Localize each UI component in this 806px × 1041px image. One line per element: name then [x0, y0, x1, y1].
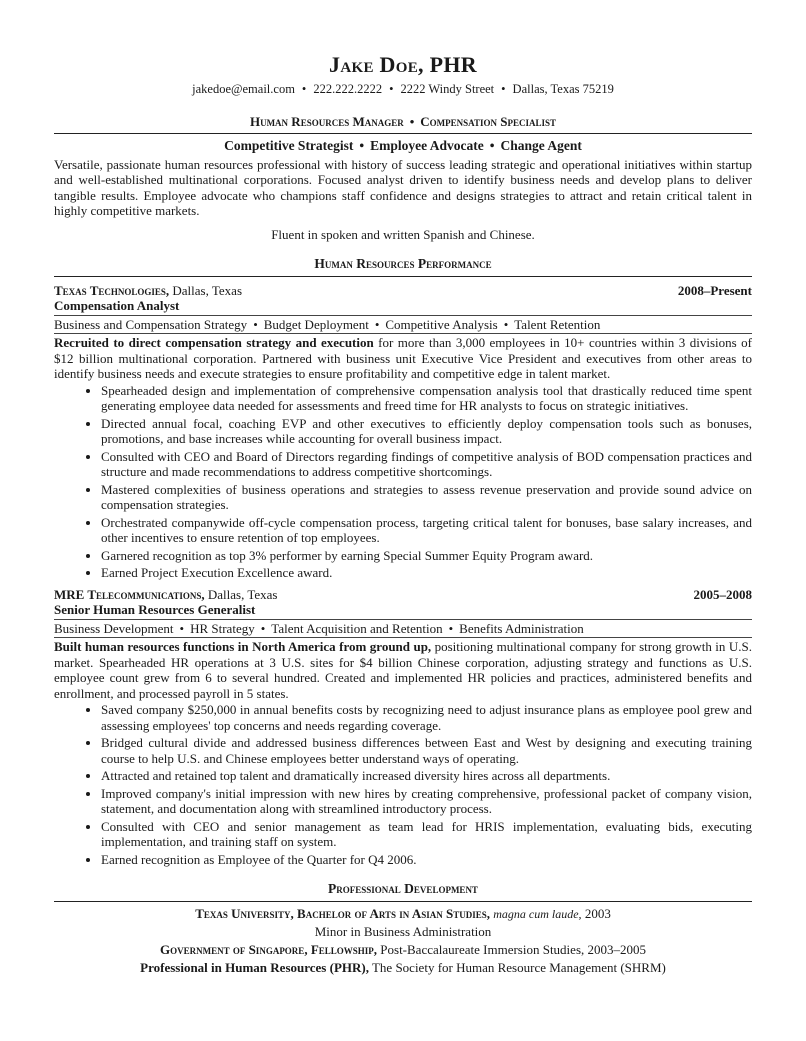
headline-title: Compensation Specialist: [420, 113, 557, 129]
city-state-zip: Dallas, Texas 75219: [512, 82, 614, 96]
list-item: • Earned Project Execution Excellence award.: [101, 565, 752, 581]
separator: •: [253, 316, 258, 332]
education-line: [54, 923, 752, 941]
job-location: Dallas, Texas: [169, 282, 242, 298]
tag: Change Agent: [500, 138, 582, 153]
education-line: [54, 941, 752, 959]
list-item: • Improved company's initial impression with new hires by creating comprehensive, professional packet of company vision, statement, and documentation along with streamlined introductory process.: [101, 786, 752, 817]
list-item: • Bridged cultural divide and addressed business differences between East and West by designing and executing training course to help U.S. and Chinese employees better understand ways of operating.: [101, 735, 752, 766]
separator: •: [179, 620, 185, 636]
list-item: • Orchestrated companywide off-cycle compensation process, targeting critical talent for bonuses, base salary increases, and other incentives to ensure retention of top employees.: [101, 515, 752, 546]
job-intro-lead: Recruited to direct compensation strategy and execution: [54, 335, 374, 350]
separator: •: [359, 138, 365, 153]
education-detail: Minor in Business Administration: [314, 923, 492, 939]
separator: •: [409, 113, 415, 129]
job-entry: [54, 283, 752, 581]
list-item: • Directed annual focal, coaching EVP and other executives to efficiently deploy compensation tools such as bonuses, promotions, and base increases while accounting for overall business impact.: [101, 416, 752, 447]
list-item: • Mastered complexities of business operations and strategies to assess revenue preservation and provide sound advice on compensation strategies.: [101, 482, 752, 513]
job-dates: 2008–Present: [677, 282, 752, 298]
list-item: • Spearheaded design and implementation of comprehensive compensation analysis tool that drastically reduced time spent generating employee data needed for assessments and freed time for HR analysts to focus on strategic initiatives.: [101, 383, 752, 414]
separator: •: [374, 316, 380, 332]
job-intro-text: positioning multinational company for strong growth in U.S. market. Spearheaded HR operations at 3 U.S. sites for $4 billion Chinese corporation, adjusting strategy and functions as U.S. employee count grew from 6 to several hundred. Created and implemented HR policies and practices, administered benefits and enrollment, and processed payroll in 5 states.: [54, 639, 752, 701]
job-intro: [54, 335, 752, 382]
contact-line: [54, 82, 752, 98]
skill: Talent Retention: [514, 316, 601, 332]
phone: 222.222.2222: [313, 82, 383, 96]
list-item: • Earned recognition as Employee of the Quarter for Q4 2006.: [101, 852, 752, 868]
skill: Business and Compensation Strategy: [54, 316, 248, 332]
job-title: Senior Human Resources Generalist: [54, 602, 256, 617]
company-name: MRE Telecommunications,: [54, 586, 205, 602]
list-item: • Saved company $250,000 in annual benefits costs by recognizing need to adjust insurance plans as employee pool grew and assessing employees' top concerns and needs regarding coverage.: [101, 702, 752, 733]
tag: Employee Advocate: [370, 138, 484, 153]
degree-bold: Texas University, Bachelor of Arts in Asian Studies,: [195, 905, 490, 921]
list-item: • Garnered recognition as top 3% performer by earning Special Summer Equity Program award.: [101, 548, 752, 564]
education-line: [54, 905, 752, 923]
separator: •: [489, 138, 495, 153]
separator: •: [448, 620, 454, 636]
job-intro-lead: Built human resources functions in North America from ground up,: [54, 639, 432, 654]
professional-headline: [54, 114, 752, 135]
separator: •: [389, 82, 394, 96]
tagline: [54, 138, 752, 154]
job-location: Dallas, Texas: [204, 586, 278, 602]
education-line: [54, 959, 752, 977]
job-title: Compensation Analyst: [54, 298, 180, 313]
separator: •: [260, 620, 266, 636]
skills-line: [54, 619, 752, 639]
languages-line: Fluent in spoken and written Spanish and Chinese.: [271, 226, 535, 242]
education-detail: Post-Baccalaureate Immersion Studies, 2003–2005: [377, 941, 647, 957]
achievement-list: [54, 702, 752, 867]
job-dates: 2005–2008: [693, 586, 752, 602]
job-header: [54, 283, 752, 299]
tag: Competitive Strategist: [224, 138, 354, 153]
skill: Business Development: [54, 620, 174, 636]
skills-line: [54, 315, 752, 335]
skill: Benefits Administration: [459, 620, 584, 636]
company-name: Texas Technologies,: [54, 282, 170, 298]
section-title-performance: Human Resources Performance: [54, 256, 752, 277]
certification-bold: Professional in Human Resources (PHR),: [140, 959, 369, 975]
skill: Budget Deployment: [263, 316, 369, 332]
headline-title: Human Resources Manager: [249, 113, 404, 129]
summary-paragraph: Versatile, passionate human resources professional with history of success leading strategic and operational initiatives within startup and well-established multinational corporations. Focused analyst driven to identify business needs and develop plans to deliver tangible results. Employee advocate who champions staff confidence and designs strategies to attract and retain critical talent in highly competitive markets.: [54, 156, 752, 218]
education-block: [54, 905, 752, 977]
list-item: • Consulted with CEO and senior management as team lead for HRIS implementation, evaluating bids, executing implementation, and training staff on system.: [101, 819, 752, 850]
job-intro-text: for more than 3,000 employees in 10+ countries within 3 divisions of $12 billion multinational corporation. Partnered with business unit Executive Vice President and executives from other areas to identify business needs and execute strategies to ensure profitability and competitive edge in talent market.: [54, 335, 752, 381]
education-detail: The Society for Human Resource Management (SHRM): [368, 959, 666, 975]
skill: HR Strategy: [190, 620, 255, 636]
email[interactable]: jakedoe@email.com: [192, 82, 295, 96]
fellowship-bold: Government of Singapore, Fellowship,: [159, 941, 378, 957]
separator: •: [301, 82, 307, 96]
job-intro: [54, 639, 752, 701]
section-title-development: Professional Development: [54, 881, 752, 902]
job-header: [54, 587, 752, 603]
list-item: • Consulted with CEO and Board of Directors regarding findings of competitive analysis of BOD compensation practices and structure and made recommendations to address competitive shortcomings.: [101, 449, 752, 480]
separator: •: [501, 82, 506, 96]
skill: Talent Acquisition and Retention: [271, 620, 443, 636]
skill: Competitive Analysis: [385, 316, 498, 332]
honors: magna cum laude,: [493, 906, 582, 921]
separator: •: [503, 316, 509, 332]
job-entry: [54, 587, 752, 868]
list-item: • Attracted and retained top talent and dramatically increased diversity hires across all departments.: [101, 768, 752, 784]
street-address: 2222 Windy Street: [400, 82, 495, 96]
education-detail: 2003: [581, 905, 611, 921]
candidate-name: Jake Doe, PHR: [329, 52, 477, 77]
achievement-list: [54, 383, 752, 581]
